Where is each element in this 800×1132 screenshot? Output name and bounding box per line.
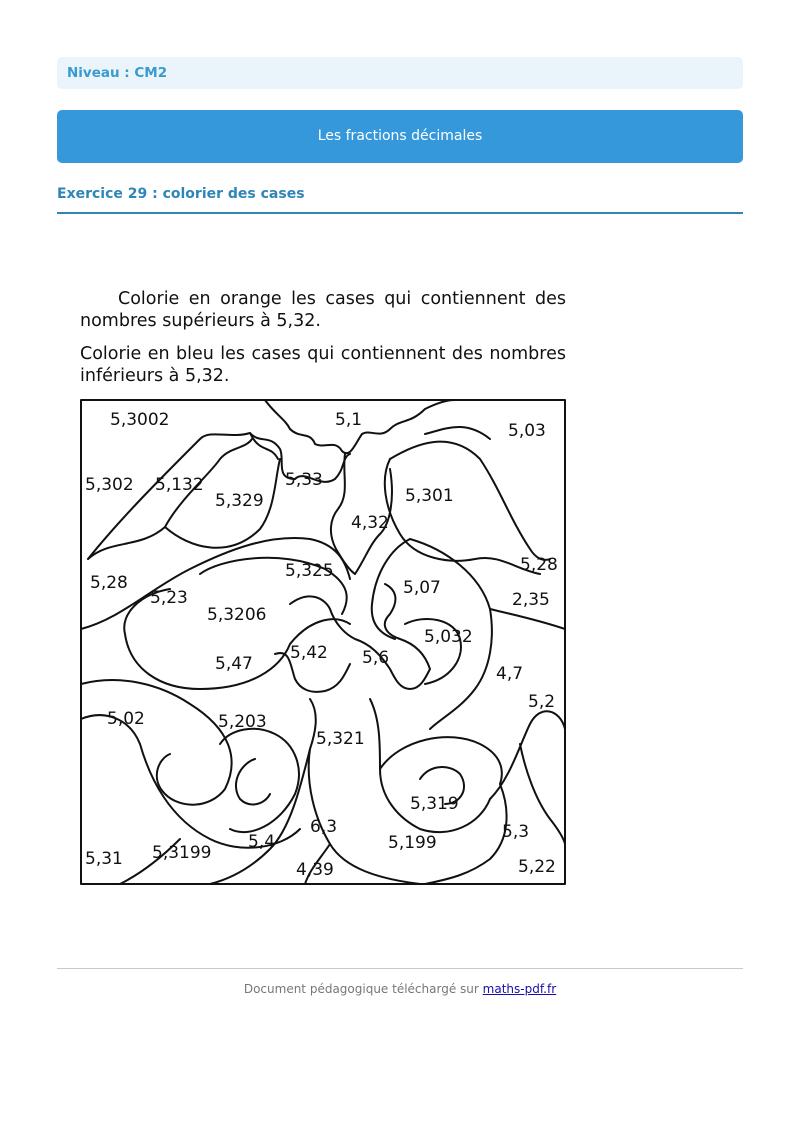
number-cell-19: 5,6 [362,648,390,668]
number-cell-13: 5,28 [520,555,558,575]
footer-text: Document pédagogique téléchargé sur [243,982,479,996]
number-cell-15: 5,3206 [207,605,267,625]
level-label: Niveau : CM2 [67,65,168,81]
level-box [57,57,743,89]
number-cell-30: 5,31 [85,849,123,869]
number-cell-29: 5,199 [388,833,437,853]
number-cell-23: 5,203 [218,712,267,732]
exercise-title: Exercice 29 : colorier des cases [57,186,305,202]
exercise-divider [57,212,743,214]
number-cell-1: 5,1 [335,410,363,430]
number-cell-25: 5,319 [410,794,459,814]
coloring-picture [80,399,566,885]
number-cell-8: 4,32 [351,513,389,533]
number-cell-32: 4,39 [296,860,334,880]
number-cell-20: 4,7 [496,664,524,684]
number-cell-2: 5,03 [508,421,546,441]
number-cell-26: 5,3 [502,822,530,842]
number-cell-31: 5,3199 [152,843,212,863]
footer-link[interactable]: maths-pdf.fr [482,982,557,996]
number-cell-27: 6,3 [310,817,338,837]
number-cell-3: 5,302 [85,475,134,495]
exercise-instructions [80,288,566,398]
number-cell-22: 5,02 [107,709,145,729]
number-cell-16: 5,032 [424,627,473,647]
instruction-orange: Colorie en orange les cases qui contiennent des nombres supérieurs à 5,32. [80,289,566,331]
number-cell-17: 5,47 [215,654,253,674]
number-cell-12: 5,07 [403,578,441,598]
number-cell-9: 5,28 [90,573,128,593]
footer [0,982,800,996]
number-cell-14: 2,35 [512,590,550,610]
number-cell-33: 5,22 [518,857,556,877]
number-cell-24: 5,321 [316,729,365,749]
number-cell-21: 5,2 [528,692,556,712]
number-cell-5: 5,329 [215,491,264,511]
number-cell-18: 5,42 [290,643,328,663]
number-cell-0: 5,3002 [110,410,170,430]
number-cell-6: 5,33 [285,470,323,490]
chapter-title: Les fractions décimales [317,128,483,144]
number-cell-11: 5,325 [285,561,334,581]
number-cell-28: 5,4 [248,832,276,852]
number-cell-10: 5,23 [150,588,188,608]
chapter-banner [57,110,743,163]
instruction-blue: Colorie en bleu les cases qui contiennent des nombres inférieurs à 5,32. [80,344,566,386]
footer-divider [57,968,743,969]
number-cell-4: 5,132 [155,475,204,495]
number-cell-7: 5,301 [405,486,454,506]
